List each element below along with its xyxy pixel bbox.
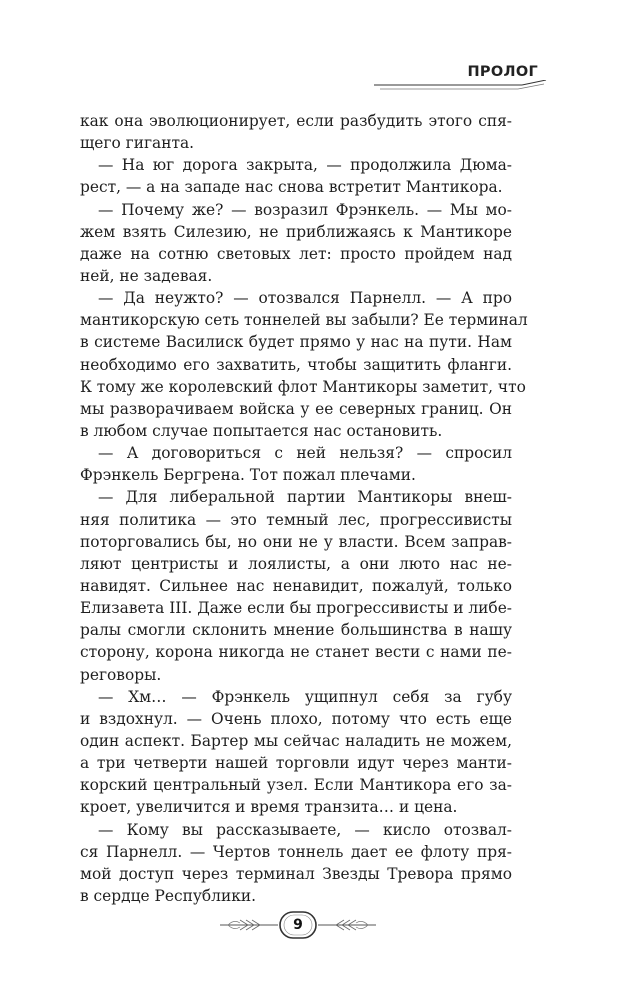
text-line: навидят. Сильнее нас ненавидит, пожалуй, только [80,576,512,595]
chapter-title: ПРОЛОГ [467,64,538,80]
text-line: мантикорскую сеть тоннелей вы забыли? Ее терминал [80,311,528,330]
page-number: 9 [293,917,303,933]
text-line: и вздохнул. — Очень плохо, потому что есть еще [80,709,512,728]
text-line: кроет, увеличится и время транзита… и цена. [80,798,458,817]
text-line: щего гиганта. [80,134,195,153]
text-line: — Почему же? — возразил Фрэнкель. — Мы мо- [98,200,512,219]
text-line: мой доступ через терминал Звезды Тревора прямо [80,864,512,883]
text-line: в любом случае попытается нас остановить. [80,421,443,440]
text-line: ляют центристы и лоялисты, а они люто нас не- [80,554,512,573]
text-line: Елизавета III. Даже если бы прогрессивисты и либе- [80,599,512,618]
text-line: мы разворачиваем войска у ее северных границ. Он [80,399,512,418]
body-text [80,110,528,907]
text-line: а три четверти нашей торговли идут через манти- [80,754,512,773]
text-line: — На юг дорога закрыта, — продолжила Дюма- [98,156,512,175]
text-line: в системе Василиск будет прямо у нас на пути. Нам [80,333,512,352]
text-line: сторону, корона никогда не станет вести с нами пе- [80,643,512,662]
running-header [372,64,548,94]
text-line: поторговались бы, но они не у власти. Всем заправ- [80,532,512,551]
text-line: — Для либеральной партии Мантикоры внеш- [98,488,512,507]
text-line: ралы смогли склонить мнение большинства в нашу [80,621,512,640]
text-line: — Хм… — Фрэнкель ущипнул себя за губу [98,687,512,706]
header-rule [372,80,548,94]
text-line: рест, — а на западе нас снова встретит Мантикора. [80,178,503,197]
text-line: — Да неужто? — отозвался Парнелл. — А про [98,289,512,308]
text-line: необходимо его захватить, чтобы защитить фланги. [80,355,512,374]
text-line: ней, не задевая. [80,266,213,285]
text-line: Фрэнкель Бергрена. Тот пожал плечами. [80,466,416,485]
text-line: няя политика — это темный лес, прогрессивисты [80,510,512,529]
text-line: — А договориться с ней нельзя? — спросил [98,444,512,463]
text-line: один аспект. Бартер мы сейчас наладить не можем, [80,731,512,750]
text-line: жем взять Силезию, не приближаясь к Мантикоре [80,222,512,241]
text-line: в сердце Республики. [80,886,256,905]
text-line: реговоры. [80,665,162,684]
text-line: как она эволюционирует, если разбудить этого спя- [80,112,512,130]
text-line: даже на сотню световых лет: просто пройдем над [80,244,512,263]
text-line: К тому же королевский флот Мантикоры заметит, что [80,377,526,396]
page-footer [218,905,378,945]
text-line: корский центральный узел. Если Мантикора его за- [80,776,512,795]
text-line: ся Парнелл. — Чертов тоннель дает ее флоту пря- [80,842,512,861]
text-line: — Кому вы рассказываете, — кисло отозвал- [98,820,512,839]
